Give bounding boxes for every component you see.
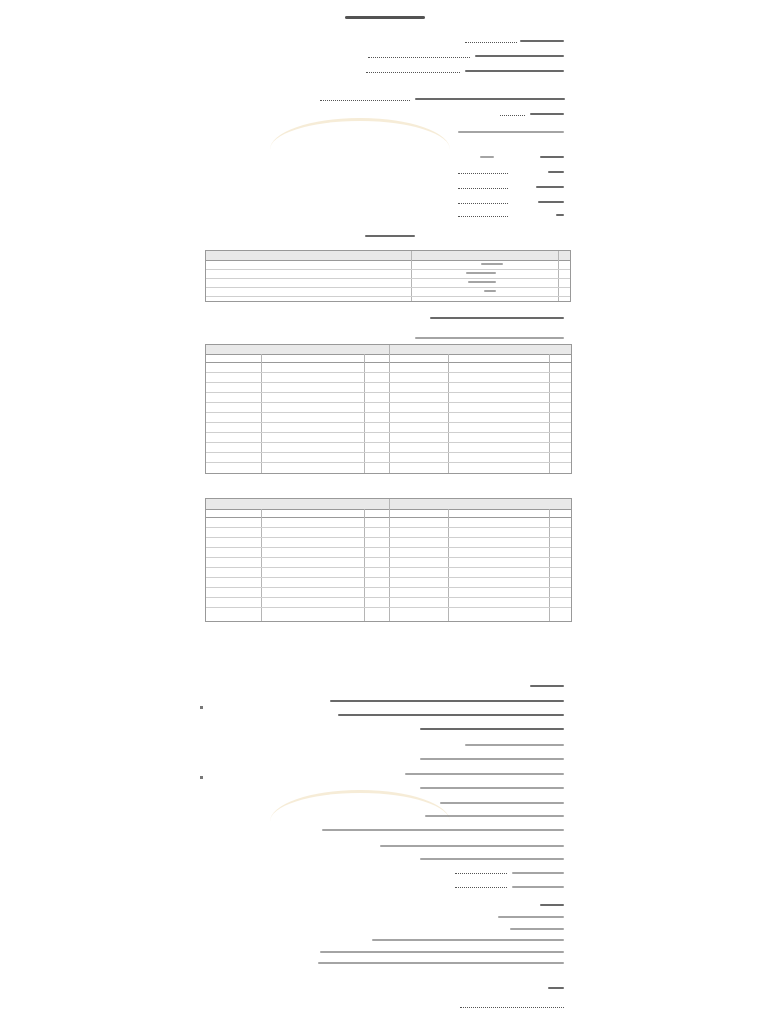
section-heading-2 xyxy=(430,317,564,319)
watermark-arc-top xyxy=(270,118,450,181)
details-table-1 xyxy=(205,344,572,474)
section-subheading-2 xyxy=(415,337,564,339)
details-table-2 xyxy=(205,498,572,622)
section-heading-1 xyxy=(365,235,415,237)
watermark-arc-bottom xyxy=(270,790,450,853)
summary-table xyxy=(205,250,571,302)
scan-mark-2 xyxy=(200,776,203,779)
scan-mark-1 xyxy=(200,706,203,709)
